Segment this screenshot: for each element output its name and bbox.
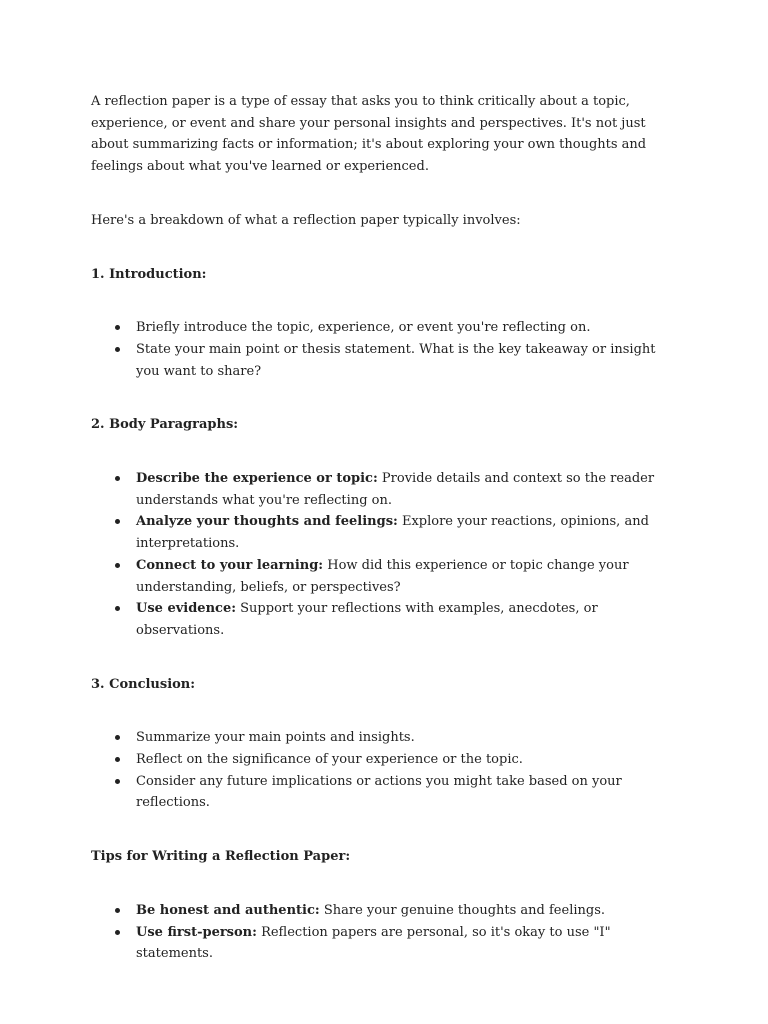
list-item-text: Consider any future implications or actions you might take based on your reflections. — [136, 773, 622, 811]
list-item — [136, 922, 681, 965]
document-body — [91, 91, 681, 997]
list-item — [136, 317, 681, 339]
list-item-bold-label: Use evidence: — [136, 601, 237, 617]
list-item — [136, 727, 681, 749]
bullet-list-tips — [91, 900, 681, 965]
list-item-bold-label: Analyze your thoughts and feelings: — [136, 514, 398, 530]
list-item-text: Explore your reactions, opinions, and interpretations. — [136, 514, 649, 552]
bullet-list-conclusion — [91, 727, 681, 814]
section-heading-tips: Tips for Writing a Reflection Paper: — [91, 849, 351, 865]
list-item — [136, 339, 681, 382]
list-item-text: State your main point or thesis statement. What is the key takeaway or insight you want to share? — [136, 341, 656, 379]
list-item — [136, 900, 681, 922]
list-item — [136, 598, 681, 641]
list-item-bold-label: Connect to your learning: — [136, 557, 324, 573]
bullet-list-body-paragraphs — [91, 468, 681, 642]
bullet-list-introduction — [91, 317, 681, 382]
lead-paragraph: Here's a breakdown of what a reflection paper typically involves: — [91, 212, 521, 228]
list-item-text: Summarize your main points and insights. — [136, 730, 415, 746]
list-item-text: How did this experience or topic change your understanding, beliefs, or perspectives? — [136, 557, 629, 595]
list-item — [136, 771, 681, 814]
section-heading-conclusion: 3. Conclusion: — [91, 676, 196, 692]
list-item — [136, 749, 681, 771]
list-item-text: Briefly introduce the topic, experience, or event you're reflecting on. — [136, 320, 591, 336]
list-item-text: Reflection papers are personal, so it's okay to use "I" statements. — [136, 924, 611, 962]
section-heading-body-paragraphs: 2. Body Paragraphs: — [91, 417, 239, 433]
list-item-text: Provide details and context so the reader understands what you're reflecting on. — [136, 471, 655, 508]
intro-paragraph: A reflection paper is a type of essay that asks you to think critically about a topic, experience, or event and share your personal insights and perspectives. It's not just about summarizing facts or information; it's about exploring your own thoughts and feelings about what you've learned or experienced. — [91, 94, 647, 175]
list-item-text: Support your reflections with examples, anecdotes, or observations. — [136, 601, 598, 638]
list-item-text: Share your genuine thoughts and feelings. — [319, 902, 606, 918]
list-item — [136, 555, 681, 598]
list-item-bold-label: Describe the experience or topic: — [136, 471, 378, 487]
list-item — [136, 511, 681, 554]
list-item — [136, 468, 681, 511]
list-item-text: Reflect on the significance of your experience or the topic. — [136, 752, 523, 768]
list-item-bold-label: Use first-person: — [136, 924, 257, 940]
section-heading-introduction: 1. Introduction: — [91, 266, 207, 282]
list-item-bold-label: Be honest and authentic: — [136, 902, 320, 918]
